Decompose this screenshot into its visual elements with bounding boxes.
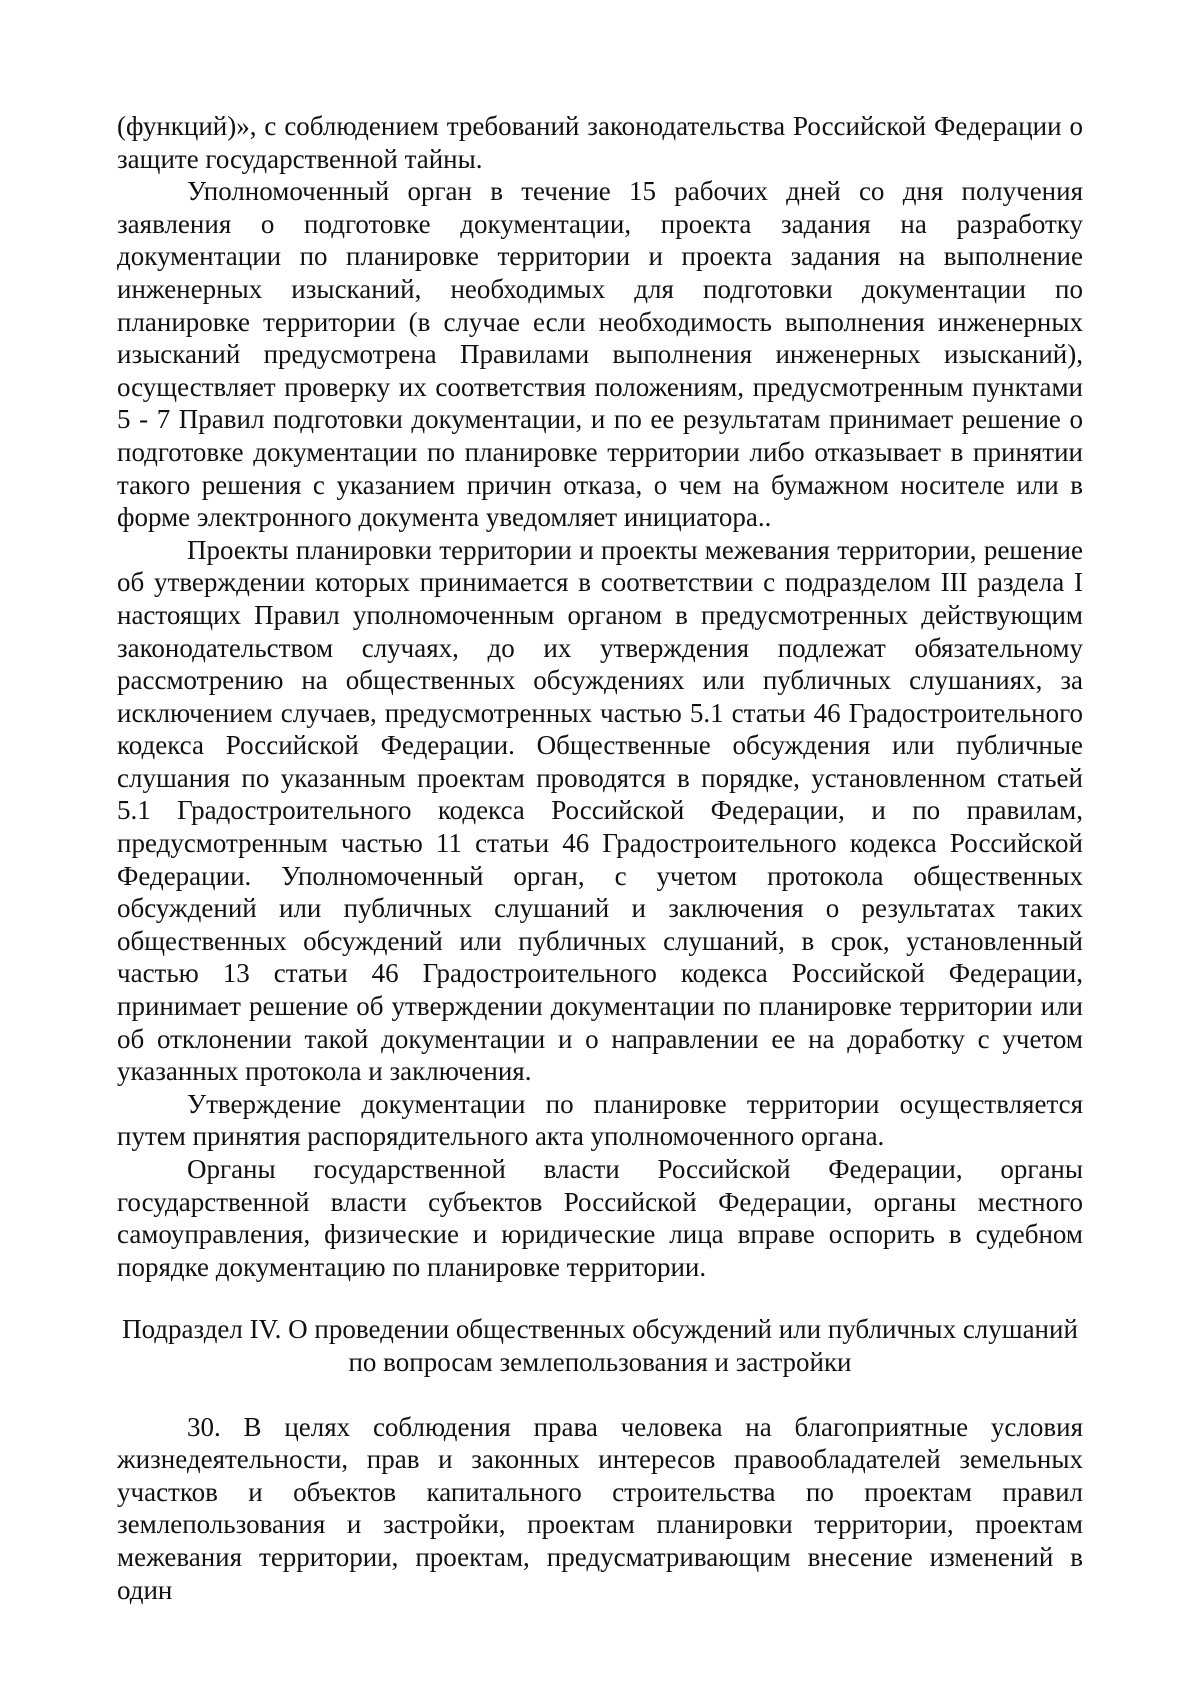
- paragraph-appeal-rights: Органы государственной власти Российской Федерации, органы государственной власти субъектов Российской Федерации, органы местного самоуправления, физические и юридические лица вправе оспорить в судебном порядке документацию по планировке территории.: [117, 1154, 1083, 1282]
- paragraph-continuation: (функций)», с соблюдением требований законодательства Российской Федерации о защите государственной тайны.: [117, 111, 1083, 174]
- paragraph-approval-act: Утверждение документации по планировке территории осуществляется путем принятия распорядительного акта уполномоченного органа.: [117, 1088, 1083, 1152]
- section-heading-line-1: Подраздел IV. О проведении общественных обсуждений или публичных слушаний: [122, 1314, 1078, 1345]
- paragraph-item-30: 30. В целях соблюдения права человека на благоприятные условия жизнедеятельности, прав и законных интересов правообладателей земельных участков и объектов капитального строительства по проектам правил землепользования и застройки, проектам планировки территории, проектам межевания территории, проектам, предусматривающим внесение изменений в один: [117, 1411, 1083, 1605]
- paragraph-public-hearings: Проекты планировки территории и проекты межевания территории, решение об утверждении которых принимается в соответствии с подразделом III раздела I настоящих Правил уполномоченным органом в предусмотренных действующим законодательством случаях, до их утверждения подлежат обязательному рассмотрению на общественных обсуждениях или публичных слушаниях, за исключением случаев, предусмотренных частью 5.1 статьи 46 Градостроительного кодекса Российской Федерации. Общественные обсуждения или публичные слушания по указанным проектам проводятся в порядке, установленном статьей 5.1 Градостроительного кодекса Российской Федерации, и по правилам, предусмотренным частью 11 статьи 46 Градостроительного кодекса Российской Федерации. Уполномоченный орган, с учетом протокола общественных обсуждений или публичных слушаний и заключения о результатах таких общественных обсуждений или публичных слушаний, в срок, установленный частью 13 статьи 46 Градостроительного кодекса Российской Федерации, принимает решение об утверждении документации по планировке территории или об отклонении такой документации и о направлении ее на доработку с учетом указанных протокола и заключения.: [117, 534, 1083, 1087]
- section-heading-line-2: по вопросам землепользования и застройки: [348, 1346, 852, 1377]
- section-heading: [117, 1313, 1083, 1378]
- paragraph-review-procedure: Уполномоченный орган в течение 15 рабочих дней со дня получения заявления о подготовке документации, проекта задания на разработку документации по планировке территории и проекта задания на выполнение инженерных изысканий, необходимых для подготовки документации по планировке территории (в случае если необходимость выполнения инженерных изысканий предусмотрена Правилами выполнения инженерных изысканий), осуществляет проверку их соответствия положениям, предусмотренным пунктами 5 - 7 Правил подготовки документации, и по ее результатам принимает решение о подготовке документации по планировке территории либо отказывает в принятии такого решения с указанием причин отказа, о чем на бумажном носителе или в форме электронного документа уведомляет инициатора..: [117, 176, 1083, 533]
- document-page: [117, 110, 1083, 1606]
